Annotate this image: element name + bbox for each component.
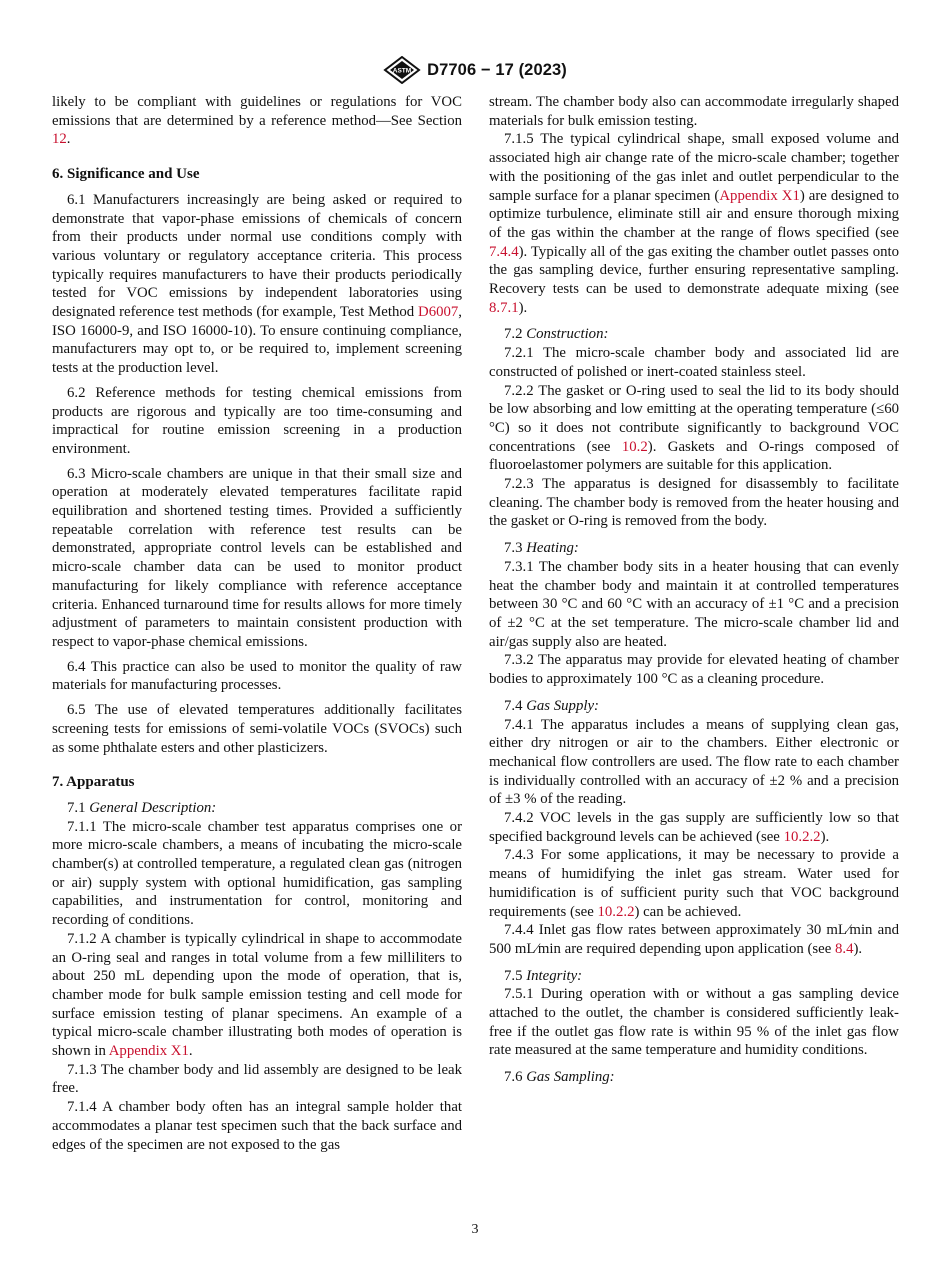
paragraph-7-4-3: 7.4.3 For some applications, it may be necessary to provide a means of humidifying the inlet gas stream. Water used for humidification is of sufficient purity such that VOC background requirements (see 10.2.2) can be achieved.	[489, 847, 899, 920]
paragraph-7-1-1: 7.1.1 The micro-scale chamber test apparatus comprises one or more micro-scale chambers, a means of incubating the micro-scale chamber(s) at controlled temperature, a regulated clean gas (nitrogen or air) supply system with optional humidification, gas sampling capabilities, and instrumentation for control, monitoring and recording of conditions.	[52, 818, 462, 929]
paragraph-6-3: 6.3 Micro-scale chambers are unique in that their small size and operation at moderately elevated temperatures facilitate rapid equilibration and shortened testing times. Provided a sufficiently repeatable correlation with reference test results can be demonstrated, appropriate control levels can be established and micro-scale chamber data can be used to monitor product manufacturing for likely compliance with reference acceptance criteria. Enhanced turnaround time for results allows for more timely adjustment of parameters to maintain consistent production with respect to vapor-phase chemical emissions.	[52, 465, 462, 650]
paragraph-7-3: 7.3 Heating:	[504, 540, 579, 557]
ref-link-8-7-1[interactable]: 8.7.1	[489, 299, 519, 316]
paragraph-intro-continuation: likely to be compliant with guidelines or regulations for VOC emissions that are determined by a reference method—See Section 12.	[52, 94, 462, 148]
paragraph-7-1-5: 7.1.5 The typical cylindrical shape, small exposed volume and associated high air change rate of the micro-scale chamber; together with the positioning of the gas inlet and outlet perpendicular to the sample surface for a planar specimen (Appendix X1) are designed to optimize turbulence, eliminate still air and ensure thorough mixing of the gas within the chamber at the range of flows specified (see 7.4.4). Typically all of the gas exiting the chamber outlet passes onto the gas sampling device, further ensuring representative sampling. Recovery tests can be used to demonstrate adequate mixing (see 8.7.1).	[489, 131, 900, 316]
paragraph-7-1-4: 7.1.4 A chamber body often has an integral sample holder that accommodates a planar test specimen such that the back surface and edges of the specimen are not exposed to the gas	[52, 1099, 462, 1153]
paragraph-7-2: 7.2 Construction:	[504, 326, 609, 343]
paragraph-7-2-3: 7.2.3 The apparatus is designed for disassembly to facilitate cleaning. The chamber body is removed from the heater housing and the gasket or O-ring is removed from the body.	[489, 476, 899, 530]
paragraph-6-1: 6.1 Manufacturers increasingly are being asked or required to demonstrate that vapor-phase emissions of chemicals of concern from their products under normal use conditions comply with various voluntary or regulatory acceptance criteria. This process typically requires manufacturers to have their products periodically tested for VOC emissions by independent laboratories using designated reference test methods (for example, Test Method D6007, ISO 16000-9, and ISO 16000-10). To ensure continuing compliance, manufacturers may opt to, or be required to, implement screening tests at the production level.	[52, 191, 462, 377]
ref-link-8-4[interactable]: 8.4	[834, 940, 854, 957]
paragraph-6-2: 6.2 Reference methods for testing chemical emissions from products are rigorous and typically are too time-consuming and impractical for routine emission screening in a production environment.	[52, 384, 462, 457]
paragraph-7-4-2: 7.4.2 VOC levels in the gas supply are sufficiently low so that specified background levels can be achieved (see 10.2.2).	[489, 810, 899, 845]
paragraph-7-2-1: 7.2.1 The micro-scale chamber body and associated lid are constructed of polished or inert-coated stainless steel.	[489, 345, 899, 380]
paragraph-7-6: 7.6 Gas Sampling:	[504, 1069, 615, 1086]
page-header	[0, 53, 950, 87]
paragraph-7-3-1: 7.3.1 The chamber body sits in a heater housing that can evenly heat the chamber body and maintain it at controlled temperatures between 30 °C and 60 °C with an accuracy of ±1 °C and a precision of ±2 °C at the set temperature. The micro-scale chamber lid and air/gas supply also are heated.	[489, 558, 899, 650]
paragraph-7-5-1: 7.5.1 During operation with or without a gas sampling device attached to the outlet, the chamber is considered sufficiently leak-free if the outlet gas flow rate is within 95 % of the inlet gas flow rate measured at the same temperature and humidity conditions.	[489, 986, 899, 1059]
paragraph-7-2-2: 7.2.2 The gasket or O-ring used to seal the lid to its body should be low absorbing and low emitting at the operating temperature (≤60 °C) so it does not contribute significantly to background VOC concentrations (see 10.2). Gaskets and O-rings composed of fluoroelastomer polymers are suitable for this application.	[489, 382, 899, 474]
paragraph-7-3-2: 7.3.2 The apparatus may provide for elevated heating of chamber bodies to approximately 100 °C as a cleaning procedure.	[489, 652, 899, 688]
document-id: D7706 − 17 (2023)	[427, 60, 567, 79]
ref-link-appendix-x1[interactable]: Appendix X1	[719, 187, 800, 204]
paragraph-6-5: 6.5 The use of elevated temperatures additionally facilitates screening tests for emissions of semi-volatile VOCs (SVOCs) such as some phthalate esters and other plasticizers.	[52, 702, 462, 756]
ref-link-10-2-2[interactable]: 10.2.2	[597, 903, 635, 920]
paragraph-7-1: 7.1 General Description:	[67, 799, 217, 816]
svg-text:ASTM: ASTM	[392, 67, 412, 75]
page-number: 3	[471, 1222, 479, 1237]
paragraph-7-4: 7.4 Gas Supply:	[504, 697, 599, 714]
ref-link-section-12[interactable]: 12	[52, 131, 67, 148]
astm-logo-icon	[383, 56, 421, 84]
paragraph-6-4: 6.4 This practice can also be used to monitor the quality of raw materials for manufacturing processes.	[52, 658, 462, 694]
ref-link-appendix-x1[interactable]: Appendix X1	[108, 1043, 189, 1060]
ref-link-10-2-2[interactable]: 10.2.2	[783, 828, 821, 845]
section-7-heading: 7. Apparatus	[52, 774, 135, 791]
paragraph-7-1-2: 7.1.2 A chamber is typically cylindrical in shape to accommodate an O-ring seal and ranges in total volume from a few milliliters to about 250 mL depending upon the mode of operation, that is, chamber mode for bulk sample emission testing and cell mode for surface emission testing of planar specimens. An example of a typical micro-scale chamber illustrating both modes of operation is shown in Appendix X1.	[52, 930, 462, 1060]
left-column	[52, 93, 462, 1154]
ref-link-d6007[interactable]: D6007	[418, 304, 459, 321]
section-6-heading: 6. Significance and Use	[52, 166, 200, 183]
ref-link-10-2[interactable]: 10.2	[621, 438, 648, 455]
paragraph-7-4-1: 7.4.1 The apparatus includes a means of supplying clean gas, either dry nitrogen or air to the chambers. Either electronic or mechanical flow controllers are used. The flow rate to each chamber is individually controlled with an accuracy of ±2 % and a precision of ±3 % of the reading.	[489, 716, 899, 808]
paragraph-7-1-3: 7.1.3 The chamber body and lid assembly are designed to be leak free.	[52, 1061, 462, 1097]
right-column	[489, 93, 899, 1087]
ref-link-7-4-4[interactable]: 7.4.4	[489, 243, 519, 260]
paragraph-7-1-4-continuation: stream. The chamber body also can accommodate irregularly shaped materials for bulk emission testing.	[489, 94, 899, 129]
paragraph-7-5: 7.5 Integrity:	[504, 967, 583, 984]
paragraph-7-4-4: 7.4.4 Inlet gas flow rates between approximately 30 mL⁄min and 500 mL⁄min are required depending upon application (see 8.4).	[489, 922, 899, 957]
